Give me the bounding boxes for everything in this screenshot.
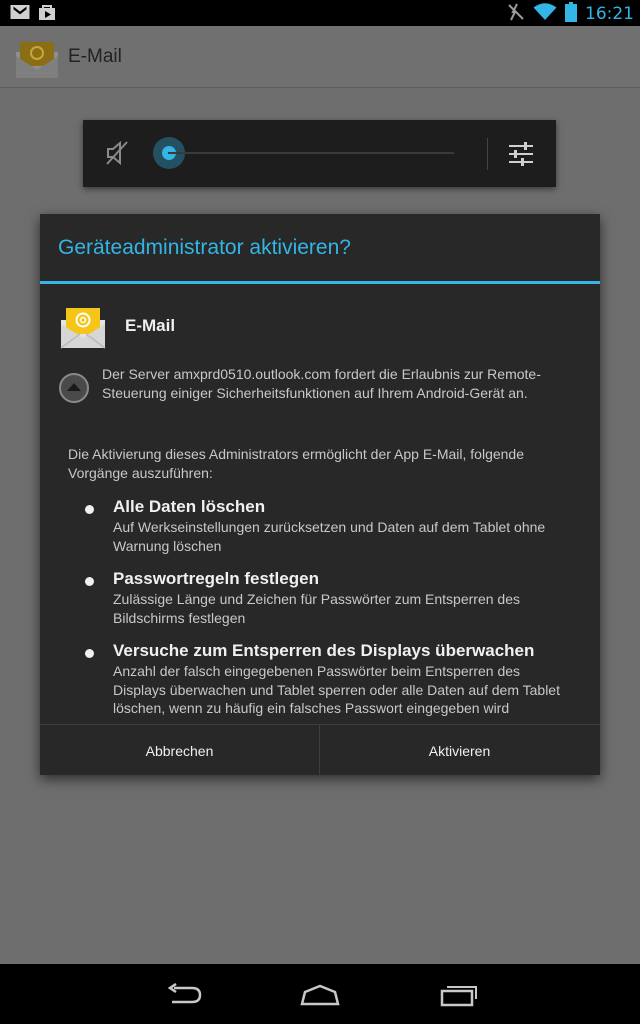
- app-name: E-Mail: [125, 316, 176, 335]
- dialog-button-bar: [40, 724, 600, 775]
- action-bar-title: E-Mail: [68, 46, 122, 67]
- home-icon[interactable]: [290, 978, 350, 1012]
- battery-icon: [565, 2, 577, 26]
- permission-description: Anzahl der falsch eingegebenen Passwörter beim Entsperren des Displays überwachen und Tablet sperren oder alle Daten auf dem Tablet löschen, wenn zu häufig ein falsches Passwort eingegeben wird: [113, 663, 560, 716]
- gmail-icon: [10, 4, 30, 25]
- permission-title: Passwortregeln festlegen: [113, 569, 319, 588]
- email-app-icon: [58, 302, 108, 352]
- permission-title: Alle Daten löschen: [113, 497, 266, 516]
- play-store-icon: [38, 4, 56, 25]
- bullet-icon: [85, 649, 94, 658]
- status-bar: [0, 0, 640, 26]
- volume-slider-track[interactable]: [168, 152, 454, 154]
- permission-title: Versuche zum Entsperren des Displays überwachen: [113, 641, 535, 660]
- dialog-title: Geräteadministrator aktivieren?: [58, 236, 351, 259]
- volume-mute-icon[interactable]: [105, 140, 131, 170]
- bullet-icon: [85, 505, 94, 514]
- activate-button[interactable]: Aktivieren: [320, 725, 599, 775]
- permission-description: Zulässige Länge und Zeichen für Passwörter zum Entsperren des Bildschirms festlegen: [113, 591, 520, 626]
- back-icon[interactable]: [154, 978, 214, 1012]
- navigation-bar: [0, 964, 640, 1024]
- wifi-icon: [533, 2, 557, 26]
- permission-description: Auf Werkseinstellungen zurücksetzen und Daten auf dem Tablet ohne Warnung löschen: [113, 519, 546, 554]
- email-app-icon[interactable]: [14, 40, 60, 80]
- no-sim-icon: [507, 2, 525, 26]
- bullet-icon: [85, 577, 94, 586]
- dialog-body[interactable]: [40, 284, 600, 724]
- panel-divider: [487, 138, 488, 170]
- sound-settings-icon[interactable]: [507, 140, 535, 172]
- admin-intro-text: Die Aktivierung dieses Administrators ermöglicht der App E-Mail, folgende Vorgänge auszuführen:: [68, 446, 524, 481]
- cancel-button[interactable]: Abbrechen: [40, 725, 319, 775]
- status-time: 16:21: [585, 4, 634, 24]
- server-request-text: Der Server amxprd0510.outlook.com fordert die Erlaubnis zur Remote-Steuerung einiger Sicherheitsfunktionen auf Ihrem Android-Gerät an.: [102, 366, 541, 401]
- recent-apps-icon[interactable]: [428, 978, 488, 1012]
- device-admin-dialog: [40, 214, 600, 775]
- expand-up-icon[interactable]: [58, 372, 90, 408]
